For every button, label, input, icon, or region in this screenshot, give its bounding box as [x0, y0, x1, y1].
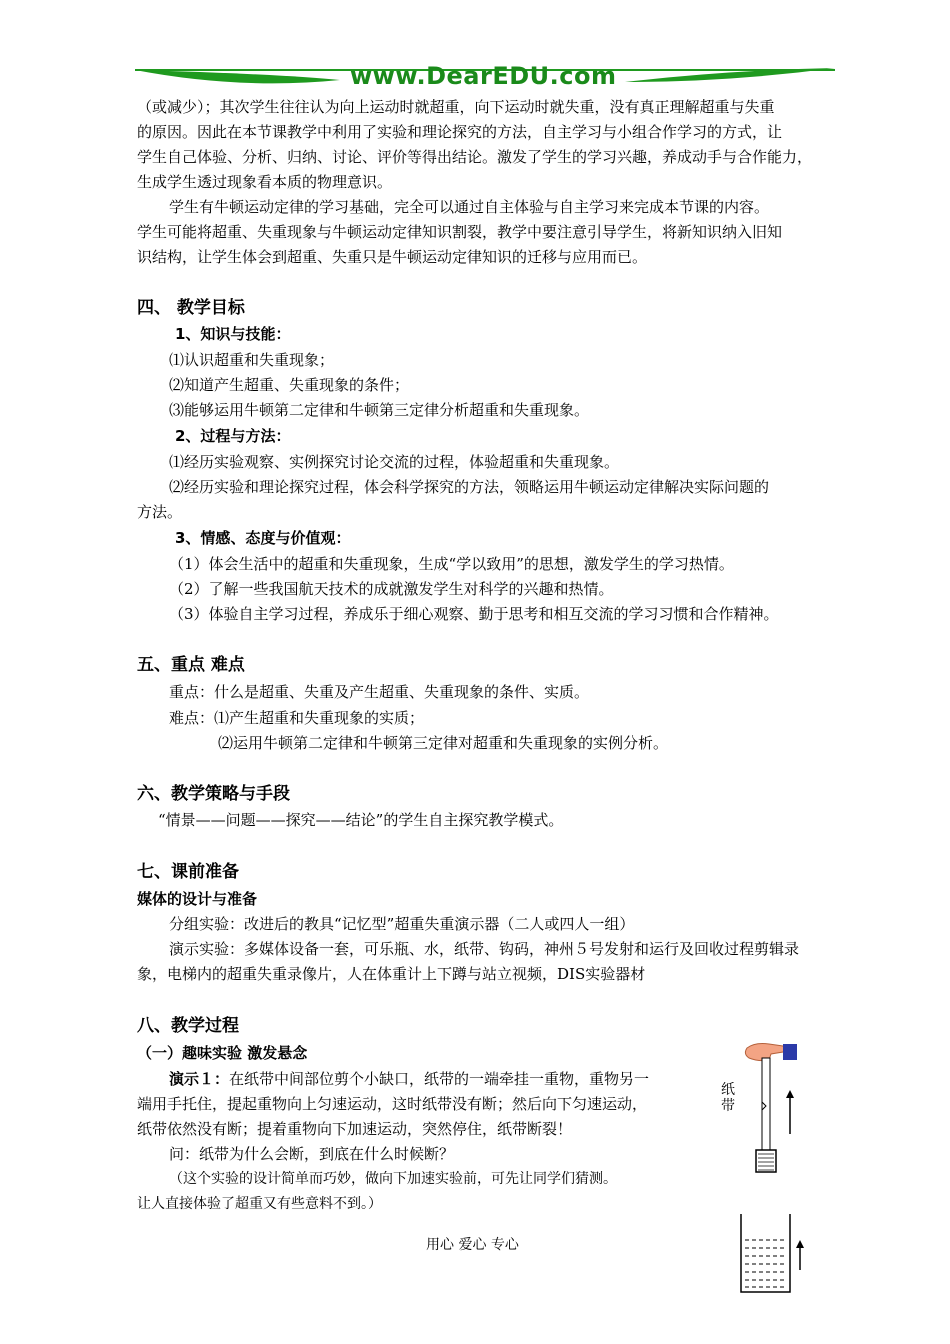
site-brand[interactable]: www.DearEDU.com: [350, 62, 617, 90]
intro-line: 学生可能将超重、失重现象与牛顿运动定律知识割裂，教学中要注意引导学生，将新知识纳入旧知: [137, 223, 783, 241]
demo-line: [169, 1069, 649, 1089]
intro-line: （或减少）；其次学生往往认为向上运动时就超重，向下运动时就失重，没有真正理解超重与失重: [137, 98, 775, 116]
question-line: 问：纸带为什么会断，到底在什么时候断？: [169, 1145, 455, 1163]
subsection-title: 2、过程与方法：: [175, 427, 291, 445]
figure-label-char: 带: [721, 1098, 735, 1114]
section-title-keypoints: 五、重点 难点: [137, 655, 245, 675]
list-item: （2）了解一些我国航天技术的成就激发学生对科学的兴趣和热情。: [169, 580, 614, 598]
figure-label: [721, 1082, 735, 1114]
list-item: ⑵经历实验和理论探究过程，体会科学探究的方法，领略运用牛顿运动定律解决实际问题的: [169, 478, 770, 496]
section-title-strategy: 六、教学策略与手段: [137, 784, 290, 804]
demo-line: 端用手托住，提起重物向上匀速运动，这时纸带没有断；然后向下匀速运动，: [137, 1095, 648, 1113]
subsection-title: （一）趣味实验 激发悬念: [137, 1044, 308, 1062]
intro-line: 生成学生透过现象看本质的物理意识。: [137, 173, 393, 191]
list-item: （3）体验自主学习过程，养成乐于细心观察、勤于思考和相互交流的学习习惯和合作精神。: [169, 605, 779, 623]
subsection-title: 1、知识与技能：: [175, 325, 291, 343]
list-item: ⑴经历实验观察、实例探究讨论交流的过程，体验超重和失重现象。: [169, 453, 620, 471]
strategy-text: “情景——问题——探究——结论”的学生自主探究教学模式。: [158, 811, 564, 829]
demo-line: 纸带依然没有断；提着重物向下加速运动，突然停住，纸带断裂！: [137, 1120, 573, 1138]
intro-line: 识结构，让学生体会到超重、失重只是牛顿运动定律知识的迁移与应用而已。: [137, 248, 648, 266]
list-item: ⑵知道产生超重、失重现象的条件；: [169, 376, 410, 394]
page-footer: 用心 爱心 专心: [426, 1237, 519, 1253]
section-title-preparation: 七、课前准备: [137, 862, 239, 882]
list-item: ⑶能够运用牛顿第二定律和牛顿第三定律分析超重和失重现象。: [169, 401, 590, 419]
list-item: ⑴认识超重和失重现象；: [169, 351, 335, 369]
note-line: 让人直接体验了超重又有些意料不到。）: [137, 1196, 382, 1212]
figure-label-char: 纸: [721, 1082, 735, 1098]
key-point: 重点：什么是超重、失重及产生超重、失重现象的条件、实质。: [169, 683, 590, 701]
intro-line: 学生自己体验、分析、归纳、讨论、评价等得出结论。激发了学生的学习兴趣，养成动手与合作能力，: [137, 148, 813, 166]
note-line: （这个实验的设计简单而巧妙，做向下加速实验前，可先让同学们猜测。: [169, 1171, 617, 1187]
intro-line: 学生有牛顿运动定律的学习基础，完全可以通过自主体验与自主学习来完成本节课的内容。: [169, 198, 770, 216]
difficulty-point: ⑵运用牛顿第二定律和牛顿第三定律对超重和失重现象的实例分析。: [218, 734, 669, 752]
subsection-title: 3、情感、态度与价值观：: [175, 529, 351, 547]
water-container-figure: [738, 1212, 818, 1298]
demo-text: 在纸带中间部位剪个小缺口，纸带的一端牵挂一重物，重物另一: [229, 1070, 650, 1088]
section-title-process: 八、教学过程: [137, 1016, 239, 1036]
section-title-objectives: 四、 教学目标: [137, 298, 245, 318]
demo-label: 演示１：: [169, 1070, 230, 1088]
list-item: （1）体会生活中的超重和失重现象，生成“学以致用”的思想，激发学生的学习热情。: [169, 555, 734, 573]
subsection-title: 媒体的设计与准备: [137, 890, 258, 908]
difficulty-point: 难点：⑴产生超重和失重现象的实质；: [169, 709, 425, 727]
paper-strip-figure: [725, 1038, 825, 1188]
prep-line: 象，电梯内的超重失重录像片，人在体重计上下蹲与站立视频，DIS实验器材: [137, 965, 646, 983]
prep-line: 分组实验：改进后的教具“记忆型”超重失重演示器（二人或四人一组）: [169, 915, 635, 933]
prep-line: 演示实验：多媒体设备一套，可乐瓶、水，纸带、钩码，神州５号发射和运行及回收过程剪辑录: [169, 940, 800, 958]
intro-line: 的原因。因此在本节课教学中利用了实验和理论探究的方法，自主学习与小组合作学习的方式，让: [137, 123, 783, 141]
list-item: 方法。: [137, 503, 183, 521]
